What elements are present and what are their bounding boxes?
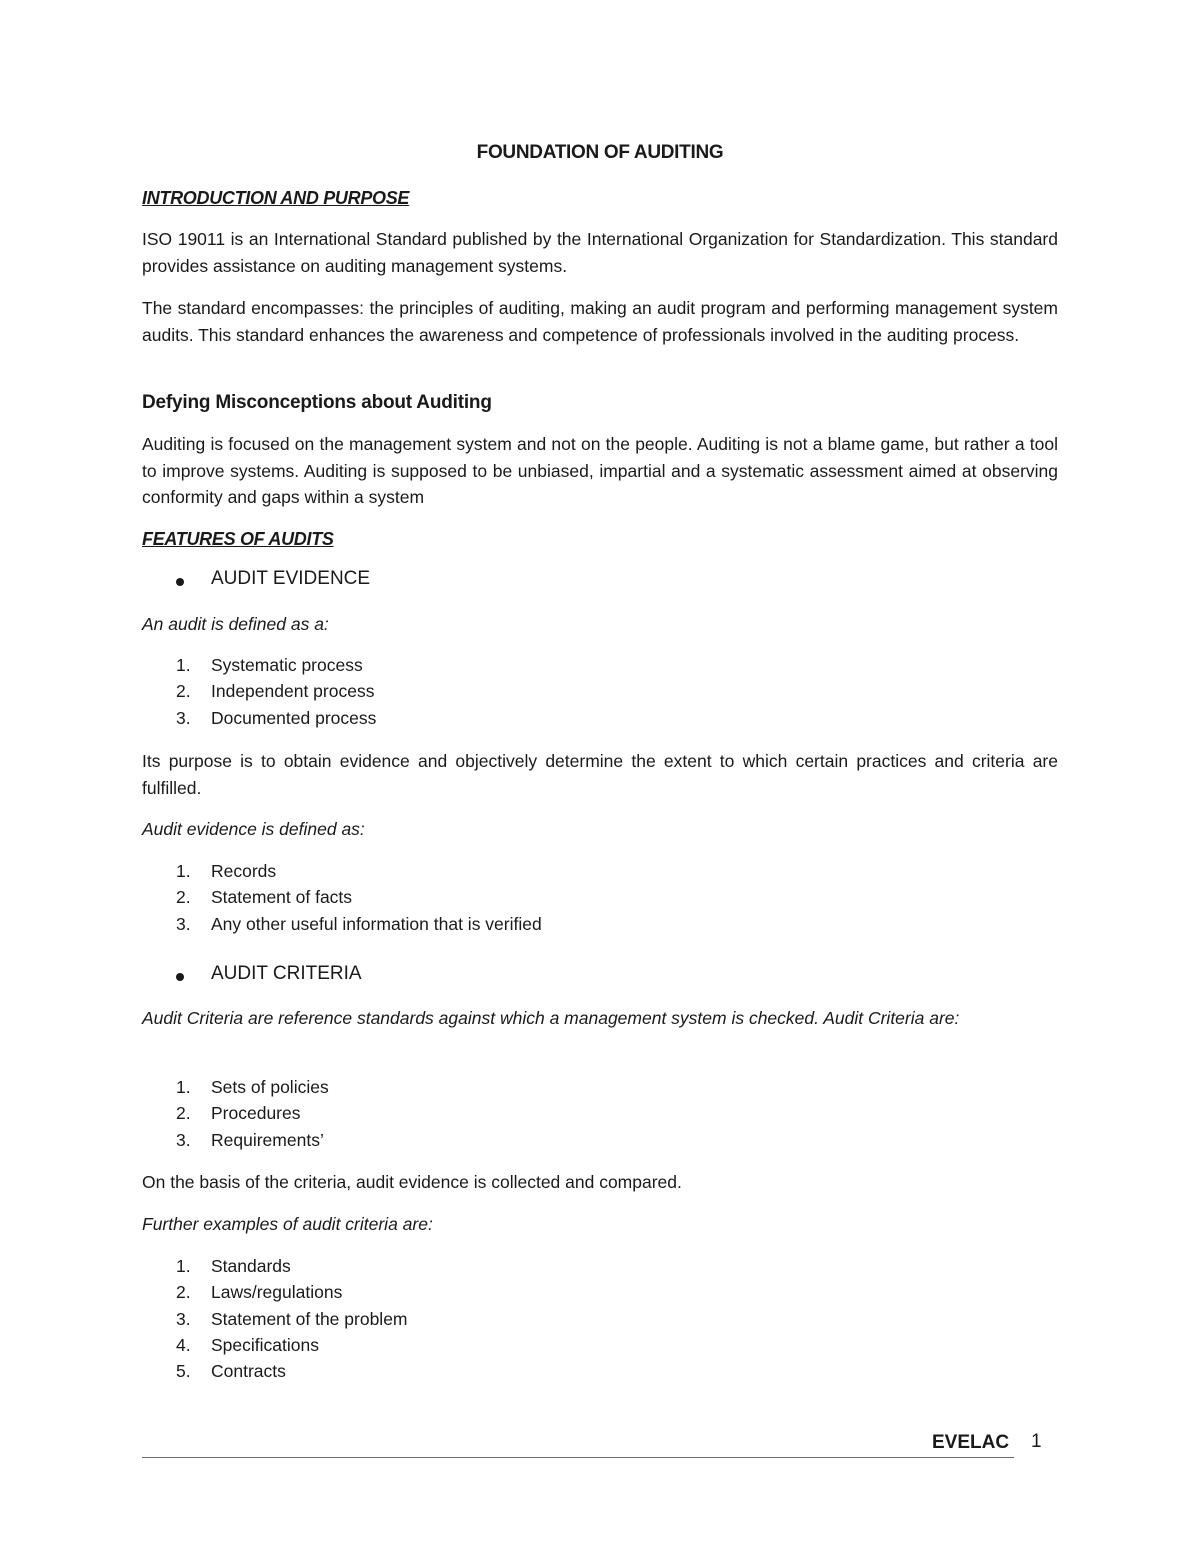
purpose-paragraph: Its purpose is to obtain evidence and objectively determine the extent to which certain practices and criteria are fulfilled. <box>142 751 1058 798</box>
list-item-text: Systematic process <box>211 655 363 675</box>
list-item-number: 3. <box>176 707 191 728</box>
audit-criteria-heading: AUDIT CRITERIA <box>142 963 1058 989</box>
list-item-text: Procedures <box>211 1103 301 1124</box>
list-item-text: Laws/regulations <box>211 1282 343 1303</box>
audit-definition-intro: An audit is defined as a: <box>142 614 329 634</box>
misconceptions-heading: Defying Misconceptions about Auditing <box>142 392 492 413</box>
features-heading: FEATURES OF AUDITS <box>142 529 334 549</box>
list-item-number: 1. <box>176 1077 191 1097</box>
list-item-number: 3. <box>176 913 191 934</box>
intro-paragraph-1: ISO 19011 is an International Standard published by the International Organization for Standardization. This standard provides assistance on auditing management systems. <box>142 229 1058 276</box>
list-item-text: Statement of facts <box>211 887 353 908</box>
intro-heading: INTRODUCTION AND PURPOSE <box>142 188 410 208</box>
criteria-intro: Audit Criteria are reference standards against which a management system is checked. Audit Criteria are: <box>142 1008 960 1028</box>
bullet-icon <box>176 578 184 586</box>
list-item-number: 2. <box>176 681 191 702</box>
list-item-text: Standards <box>211 1256 291 1276</box>
document-page <box>142 0 1058 1553</box>
list-item-number: 4. <box>176 1334 191 1355</box>
footer-divider <box>142 1457 1014 1458</box>
list-item-number: 3. <box>176 1308 191 1329</box>
list-item-text: Any other useful information that is verified <box>211 913 542 934</box>
footer-brand: EVELAC <box>932 1432 1010 1453</box>
list-item-number: 1. <box>176 655 191 675</box>
list-item-number: 2. <box>176 1103 191 1124</box>
list-item-text: Requirements’ <box>211 1129 324 1150</box>
list-item-text: Specifications <box>211 1334 319 1355</box>
list-item-text: Documented process <box>211 707 377 728</box>
list-item-text: Sets of policies <box>211 1077 329 1097</box>
page-number: 1 <box>1031 1431 1042 1452</box>
evidence-definition-intro: Audit evidence is defined as: <box>142 819 365 839</box>
list-item-number: 1. <box>176 1256 191 1276</box>
list-item-number: 1. <box>176 861 191 881</box>
list-item-text: Statement of the problem <box>211 1308 408 1329</box>
intro-paragraph-2: The standard encompasses: the principles of auditing, making an audit program and performing management system audits. This standard enhances the awareness and competence of professionals involved in the auditing process. <box>142 298 1058 345</box>
further-examples-intro: Further examples of audit criteria are: <box>142 1214 433 1234</box>
list-item-text: Records <box>211 861 277 881</box>
list-item-text: Independent process <box>211 681 375 702</box>
bullet-icon <box>176 973 184 981</box>
list-item-number: 5. <box>176 1361 191 1382</box>
audit-evidence-heading: AUDIT EVIDENCE <box>142 568 1058 594</box>
document-title: FOUNDATION OF AUDITING <box>476 142 724 163</box>
list-item-text: Contracts <box>211 1361 286 1382</box>
misconceptions-paragraph: Auditing is focused on the management system and not on the people. Auditing is not a blame game, but rather a tool to improve systems. Auditing is supposed to be unbiased, impartial and a systematic assessment aimed at observing conformity and gaps within a system <box>142 434 1058 507</box>
list-item-number: 2. <box>176 887 191 908</box>
list-item-number: 3. <box>176 1129 191 1150</box>
criteria-basis-paragraph: On the basis of the criteria, audit evidence is collected and compared. <box>142 1172 682 1192</box>
list-item-number: 2. <box>176 1282 191 1303</box>
